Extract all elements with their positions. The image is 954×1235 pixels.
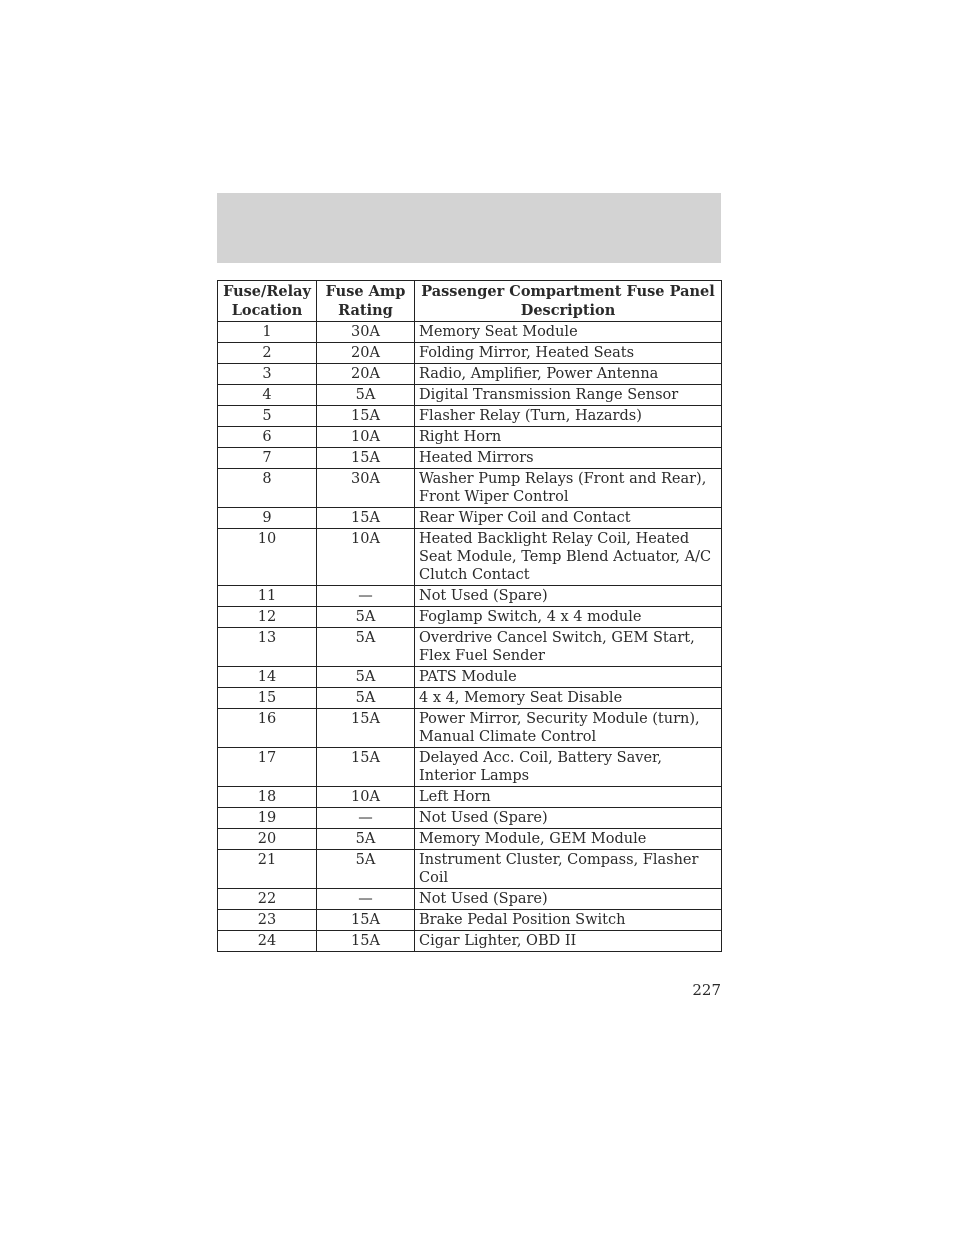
table-row xyxy=(218,889,722,910)
amp-rating-cell: 15A xyxy=(317,406,415,427)
fuse-location-cell: 6 xyxy=(218,427,317,448)
fuse-location-cell: 21 xyxy=(218,850,317,889)
description-cell: Not Used (Spare) xyxy=(415,808,722,829)
amp-rating-cell: 10A xyxy=(317,529,415,586)
description-cell: Folding Mirror, Heated Seats xyxy=(415,343,722,364)
table-row xyxy=(218,787,722,808)
table-row xyxy=(218,667,722,688)
description-cell: Not Used (Spare) xyxy=(415,889,722,910)
description-cell: Radio, Amplifier, Power Antenna xyxy=(415,364,722,385)
fuse-location-cell: 22 xyxy=(218,889,317,910)
fuse-location-cell: 12 xyxy=(218,607,317,628)
table-row xyxy=(218,406,722,427)
amp-rating-cell: 20A xyxy=(317,343,415,364)
amp-rating-cell: 30A xyxy=(317,469,415,508)
table-row xyxy=(218,709,722,748)
table-row xyxy=(218,469,722,508)
fuse-location-cell: 16 xyxy=(218,709,317,748)
fuse-location-cell: 3 xyxy=(218,364,317,385)
description-cell: Delayed Acc. Coil, Battery Saver, Interior Lamps xyxy=(415,748,722,787)
header-band xyxy=(217,193,721,263)
description-cell: Digital Transmission Range Sensor xyxy=(415,385,722,406)
description-cell: Rear Wiper Coil and Contact xyxy=(415,508,722,529)
amp-rating-cell: 5A xyxy=(317,628,415,667)
table-row xyxy=(218,931,722,952)
table-row xyxy=(218,427,722,448)
amp-rating-cell: 15A xyxy=(317,910,415,931)
table-row xyxy=(218,628,722,667)
amp-rating-cell: 5A xyxy=(317,385,415,406)
fuse-location-cell: 24 xyxy=(218,931,317,952)
fuse-location-cell: 8 xyxy=(218,469,317,508)
description-cell: Cigar Lighter, OBD II xyxy=(415,931,722,952)
description-cell: Not Used (Spare) xyxy=(415,586,722,607)
table-row xyxy=(218,688,722,709)
table-row xyxy=(218,586,722,607)
amp-rating-cell: 5A xyxy=(317,667,415,688)
table-row xyxy=(218,829,722,850)
amp-rating-cell: 15A xyxy=(317,448,415,469)
description-cell: Foglamp Switch, 4 x 4 module xyxy=(415,607,722,628)
description-cell: Heated Backlight Relay Coil, Heated Seat Module, Temp Blend Actuator, A/C Clutch Contact xyxy=(415,529,722,586)
table-row xyxy=(218,448,722,469)
description-cell: Heated Mirrors xyxy=(415,448,722,469)
amp-rating-cell: 15A xyxy=(317,931,415,952)
table-row xyxy=(218,607,722,628)
description-cell: PATS Module xyxy=(415,667,722,688)
fuse-location-cell: 5 xyxy=(218,406,317,427)
fuse-location-cell: 10 xyxy=(218,529,317,586)
description-cell: Memory Module, GEM Module xyxy=(415,829,722,850)
fuse-location-cell: 23 xyxy=(218,910,317,931)
column-header-amp-rating: Fuse Amp Rating xyxy=(317,281,415,322)
fuse-location-cell: 2 xyxy=(218,343,317,364)
table-row xyxy=(218,850,722,889)
fuse-location-cell: 18 xyxy=(218,787,317,808)
fuse-location-cell: 14 xyxy=(218,667,317,688)
description-cell: Memory Seat Module xyxy=(415,322,722,343)
description-cell: 4 x 4, Memory Seat Disable xyxy=(415,688,722,709)
amp-rating-cell: — xyxy=(317,889,415,910)
fuse-table-body xyxy=(218,322,722,952)
amp-rating-cell: 30A xyxy=(317,322,415,343)
fuse-location-cell: 11 xyxy=(218,586,317,607)
description-cell: Power Mirror, Security Module (turn), Manual Climate Control xyxy=(415,709,722,748)
amp-rating-cell: — xyxy=(317,808,415,829)
column-header-location: Fuse/Relay Location xyxy=(218,281,317,322)
fuse-location-cell: 1 xyxy=(218,322,317,343)
amp-rating-cell: 5A xyxy=(317,688,415,709)
amp-rating-cell: 15A xyxy=(317,508,415,529)
amp-rating-cell: — xyxy=(317,586,415,607)
page-number: 227 xyxy=(692,981,721,999)
fuse-location-cell: 7 xyxy=(218,448,317,469)
fuse-table xyxy=(217,280,722,952)
amp-rating-cell: 15A xyxy=(317,709,415,748)
description-cell: Right Horn xyxy=(415,427,722,448)
amp-rating-cell: 5A xyxy=(317,829,415,850)
fuse-location-cell: 20 xyxy=(218,829,317,850)
amp-rating-cell: 5A xyxy=(317,607,415,628)
amp-rating-cell: 20A xyxy=(317,364,415,385)
description-cell: Brake Pedal Position Switch xyxy=(415,910,722,931)
description-cell: Flasher Relay (Turn, Hazards) xyxy=(415,406,722,427)
amp-rating-cell: 5A xyxy=(317,850,415,889)
table-row xyxy=(218,910,722,931)
table-header-row xyxy=(218,281,722,322)
table-row xyxy=(218,808,722,829)
fuse-location-cell: 9 xyxy=(218,508,317,529)
fuse-location-cell: 15 xyxy=(218,688,317,709)
description-cell: Left Horn xyxy=(415,787,722,808)
amp-rating-cell: 15A xyxy=(317,748,415,787)
table-row xyxy=(218,508,722,529)
table-row xyxy=(218,529,722,586)
table-row xyxy=(218,364,722,385)
fuse-location-cell: 19 xyxy=(218,808,317,829)
description-cell: Overdrive Cancel Switch, GEM Start, Flex Fuel Sender xyxy=(415,628,722,667)
table-row xyxy=(218,385,722,406)
description-cell: Washer Pump Relays (Front and Rear), Front Wiper Control xyxy=(415,469,722,508)
table-row xyxy=(218,322,722,343)
fuse-location-cell: 17 xyxy=(218,748,317,787)
amp-rating-cell: 10A xyxy=(317,787,415,808)
table-row xyxy=(218,343,722,364)
table-row xyxy=(218,748,722,787)
fuse-location-cell: 13 xyxy=(218,628,317,667)
description-cell: Instrument Cluster, Compass, Flasher Coil xyxy=(415,850,722,889)
column-header-description: Passenger Compartment Fuse Panel Description xyxy=(415,281,722,322)
fuse-location-cell: 4 xyxy=(218,385,317,406)
amp-rating-cell: 10A xyxy=(317,427,415,448)
